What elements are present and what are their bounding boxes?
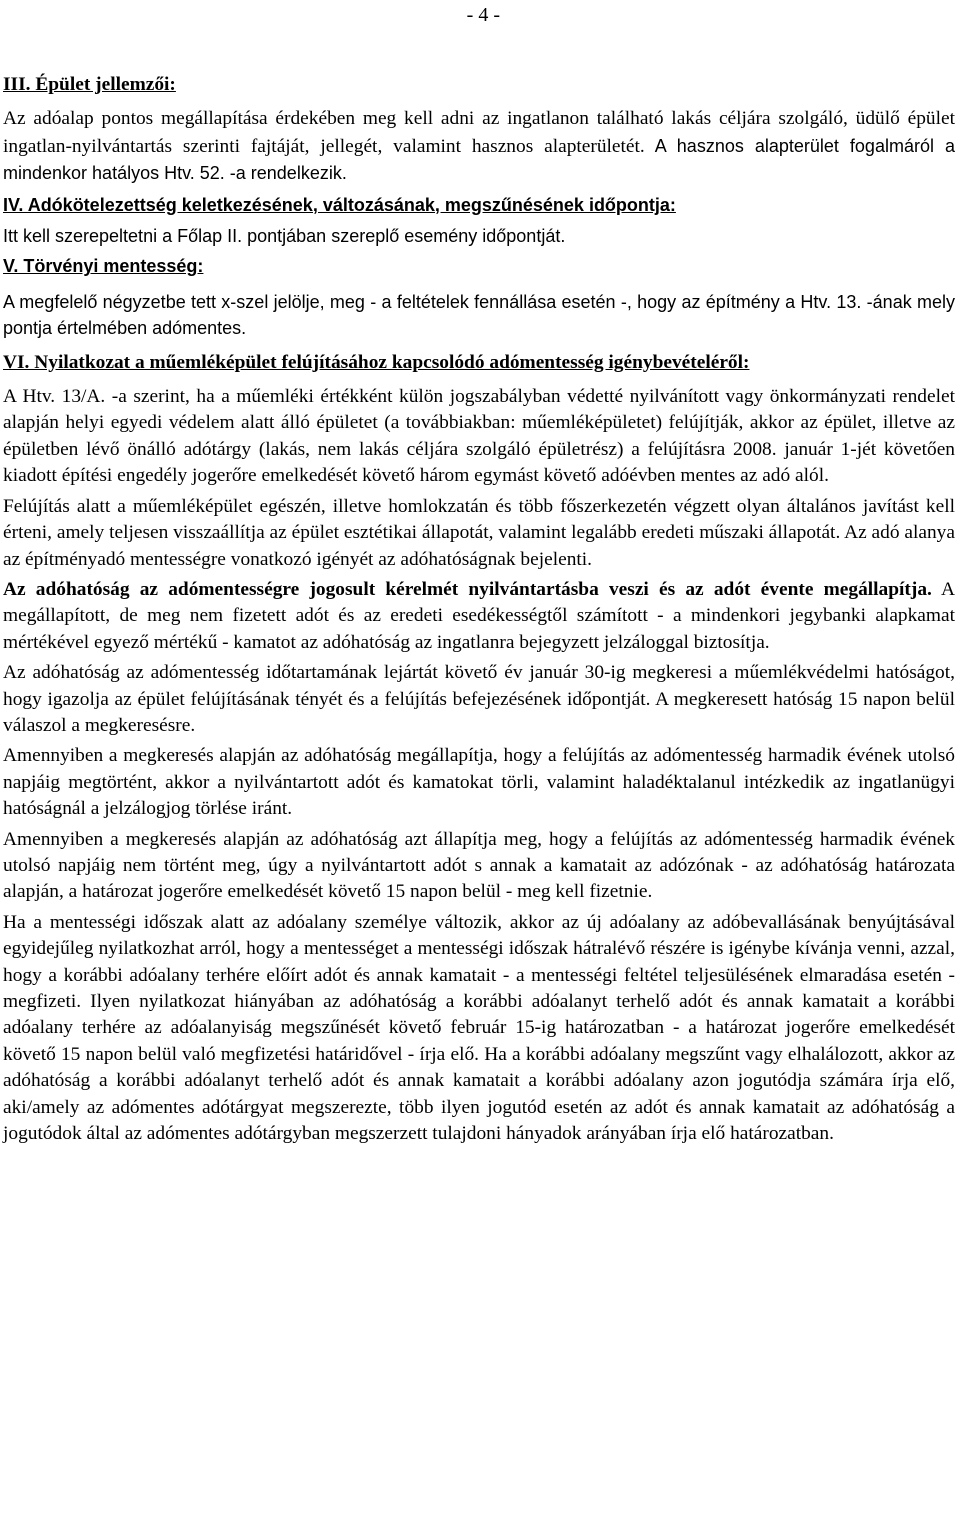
section-5-body: A megfelelő négyzetbe tett x-szel jelölje, meg - a feltételek fennállása esetén -, hogy az építmény a Htv. 13. -ának mely pontja értelmében adómentes. xyxy=(3,291,955,339)
section-6-paragraph-3 xyxy=(3,577,955,656)
section-6-paragraph-2: Felújítás alatt a műemléképület egészén, illetve homlokzatán és több főszerkezetén végzett olyan általános javítást kell érteni, amely teljesen visszaállítja az épület esztétikai állapotát, valamint legalább eredeti műszaki állapotát. Az adó alanya az építményadó mentességre vonatkozó igényét az adóhatóságnak bejelenti. xyxy=(3,495,955,570)
page-number: - 4 - xyxy=(466,4,500,26)
section-3-body xyxy=(3,106,955,187)
section-5-heading: V. Törvényi mentesség: xyxy=(3,256,204,277)
section-3-text-a: Az adóalap pontos megállapítása érdekében meg kell adni az ingatlanon található lakás céljára szolgáló, üdülő épület ingatlan-nyilvántartás szerinti fajtáját, jellegét, valamint hasznos alapterületét. xyxy=(3,108,955,157)
section-4-body: Itt kell szerepeltetni a Főlap II. pontjában szereplő esemény időpontját. xyxy=(3,226,566,247)
section-6-paragraph-5: Amennyiben a megkeresés alapján az adóhatóság megállapítja, hogy a felújítás az adómentesség harmadik évének utolsó napjáig megtörtént, akkor a nyilvántartott adót és kamatokat törli, valamint haladéktalanul intézkedik az ingatlanügyi hatóságnál a jelzálogjog törlése iránt. xyxy=(3,745,955,820)
section-3-heading: III. Épület jellemzői: xyxy=(3,74,176,95)
section-6-paragraph-6: Amennyiben a megkeresés alapján az adóhatóság azt állapítja meg, hogy a felújítás az adómentesség harmadik évének utolsó napjáig nem történt meg, úgy a nyilvántartott adót s annak a kamatait az adózónak - az adóhatóság határozata alapján, a határozat jogerőre emelkedését követő 15 napon belül - meg kell fizetnie. xyxy=(3,828,955,903)
section-6-paragraph-4: Az adóhatóság az adómentesség időtartamának lejártát követő év január 30-ig megkeresi a műemlékvédelmi hatóságot, hogy igazolja az épület felújításának tényét és a felújítás befejezésének időpontját. A megkeresett hatóság 15 napon belül válaszol a megkeresésre. xyxy=(3,662,955,736)
section-6-paragraph-1: A Htv. 13/A. -a szerint, ha a műemléki értékként külön jogszabályban védetté nyilvánított vagy önkormányzati rendelet alapján helyi egyedi védelem alatt álló épületet (a továbbiakban: műemléképületet) felújítják, akkor az épület, illetve az épületben lévő önálló adótárgy (lakás, nem lakás céljára szolgáló épületrész) a felújításra 2008. január 1-jét követően kiadott építési engedély jogerőre emelkedését követő három egymást követő adóévben mentes az adó alól. xyxy=(3,386,955,487)
section-3-text-b: A hasznos alapterület fogalmáról a mindenkor hatályos Htv. 52. -a rendelkezik. xyxy=(3,135,955,184)
section-6-paragraph-3-rest: A megállapított, de meg nem fizetett adót és az eredeti esedékességtől számított - a mindenkori jegybanki alapkamat mértékével egyező mértékű - kamatot az adóhatóság az ingatlanra bejegyzett jelzáloggal biztosítja. xyxy=(3,578,955,653)
section-6-heading: VI. Nyilatkozat a műemléképület felújításához kapcsolódó adómentesség igénybevételéről: xyxy=(3,351,750,373)
section-6-paragraph-7: Ha a mentességi időszak alatt az adóalany személye változik, akkor az új adóalany az adóbevallásának benyújtásával egyidejűleg nyilatkozhat arról, hogy a mentességet a mentességi időszak hátralévő részére is igénybe kívánja venni, azzal, hogy a korábbi adóalany terhére előírt adót és annak kamatait - a mentességi feltétel teljesülésének elmaradása esetén - megfizeti. Ilyen nyilatkozat hiányában az adóhatóság a korábbi adóalanyt terhelő adót és annak kamatait a korábbi adóalany terhére az adóalanyiság megszűnését követő február 15-ig határozatban - a határozat jogerőre emelkedését követő 15 napon belül való megfizetési határidővel - írja elő. Ha a korábbi adóalany megszűnt vagy elhalálozott, akkor az adóhatóság a korábbi adóalanyt terhelő adót és annak kamatait a korábbi adóalany azon jogutódja számára írja elő, aki/amely az adómentes adótárgyat megszerezte, több ilyen jogutód esetén az adót és annak kamatait az adóhatóság a jogutódok által az adómentes adótárgyban megszerzett tulajdoni hányadok arányában írja elő határozatban. xyxy=(3,911,955,1145)
section-4-heading: IV. Adókötelezettség keletkezésének, változásának, megszűnésének időpontja: xyxy=(3,194,676,215)
document-body xyxy=(3,72,955,1147)
section-6-paragraph-3-bold: Az adóhatóság az adómentességre jogosult kérelmét nyilvántartásba veszi és az adót évente megállapítja. xyxy=(3,578,932,600)
